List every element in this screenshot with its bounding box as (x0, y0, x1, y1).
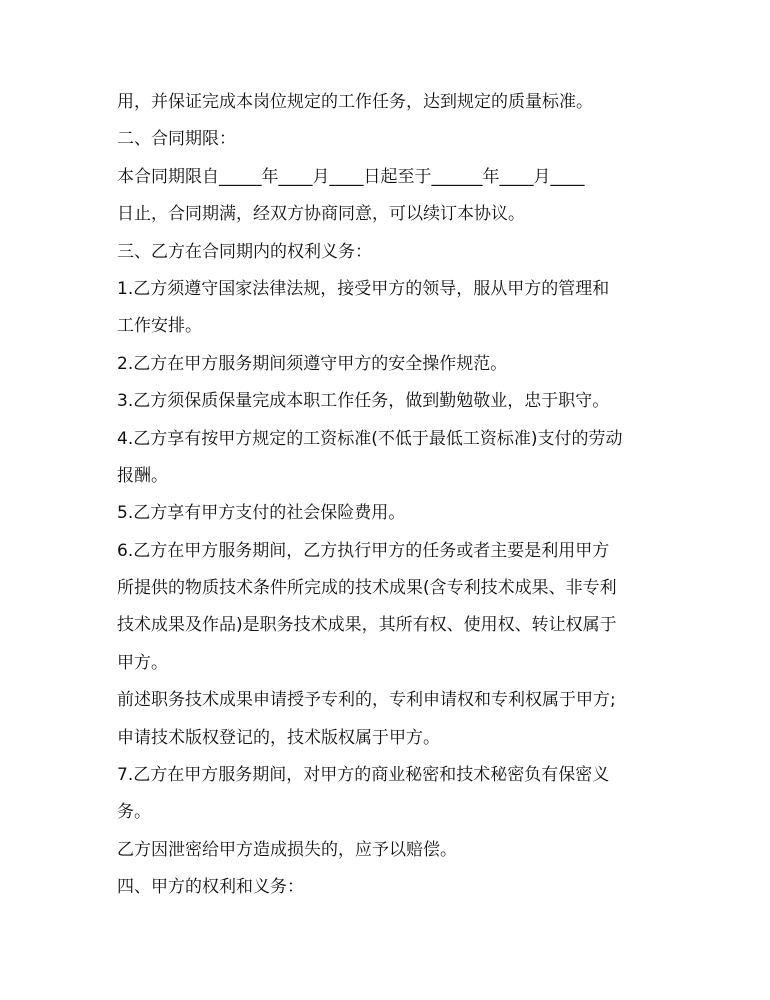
text-line: 所提供的物质技术条件所完成的技术成果(含专利技术成果、非专利 (117, 578, 617, 599)
text-line: 务。 (117, 802, 151, 823)
section-heading-party-b-rights: 三、乙方在合同期内的权利义务： (117, 241, 372, 262)
text-line: 工作安排。 (117, 316, 202, 337)
text-line: 技术成果及作品)是职务技术成果，其所有权、使用权、转让权属于 (117, 615, 617, 636)
text-line: 申请技术版权登记的，技术版权属于甲方。 (117, 727, 440, 748)
section-heading-contract-term: 二、合同期限： (117, 129, 236, 150)
clause-3: 3.乙方须保质保量完成本职工作任务，做到勤勉敬业，忠于职守。 (117, 391, 610, 412)
clause-5: 5.乙方享有甲方支付的社会保险费用。 (117, 503, 406, 524)
text-line: 本合同期限自_____年____月____日起至于______年____月____ (117, 166, 585, 187)
text-line: 日止，合同期满，经双方协商同意，可以续订本协议。 (117, 204, 525, 225)
section-heading-party-a-rights: 四、甲方的权利和义务： (117, 877, 304, 898)
text-line: 乙方因泄密给甲方造成损失的，应予以赔偿。 (117, 839, 457, 860)
clause-6: 6.乙方在甲方服务期间，乙方执行甲方的任务或者主要是利用甲方 (117, 540, 610, 561)
text-line: 用，并保证完成本岗位规定的工作任务，达到规定的质量标准。 (117, 92, 593, 112)
document-body (117, 84, 657, 907)
clause-1: 1.乙方须遵守国家法律法规，接受甲方的领导，服从甲方的管理和 (117, 278, 610, 299)
clause-7: 7.乙方在甲方服务期间，对甲方的商业秘密和技术秘密负有保密义 (117, 765, 610, 786)
text-line: 报酬。 (117, 465, 168, 486)
clause-2: 2.乙方在甲方服务期间须遵守甲方的安全操作规范。 (117, 353, 508, 374)
clause-4: 4.乙方享有按甲方规定的工资标准(不低于最低工资标准)支付的劳动 (117, 428, 623, 449)
text-line: 甲方。 (117, 652, 168, 673)
text-line: 前述职务技术成果申请授予专利的，专利申请权和专利权属于甲方; (117, 690, 616, 711)
